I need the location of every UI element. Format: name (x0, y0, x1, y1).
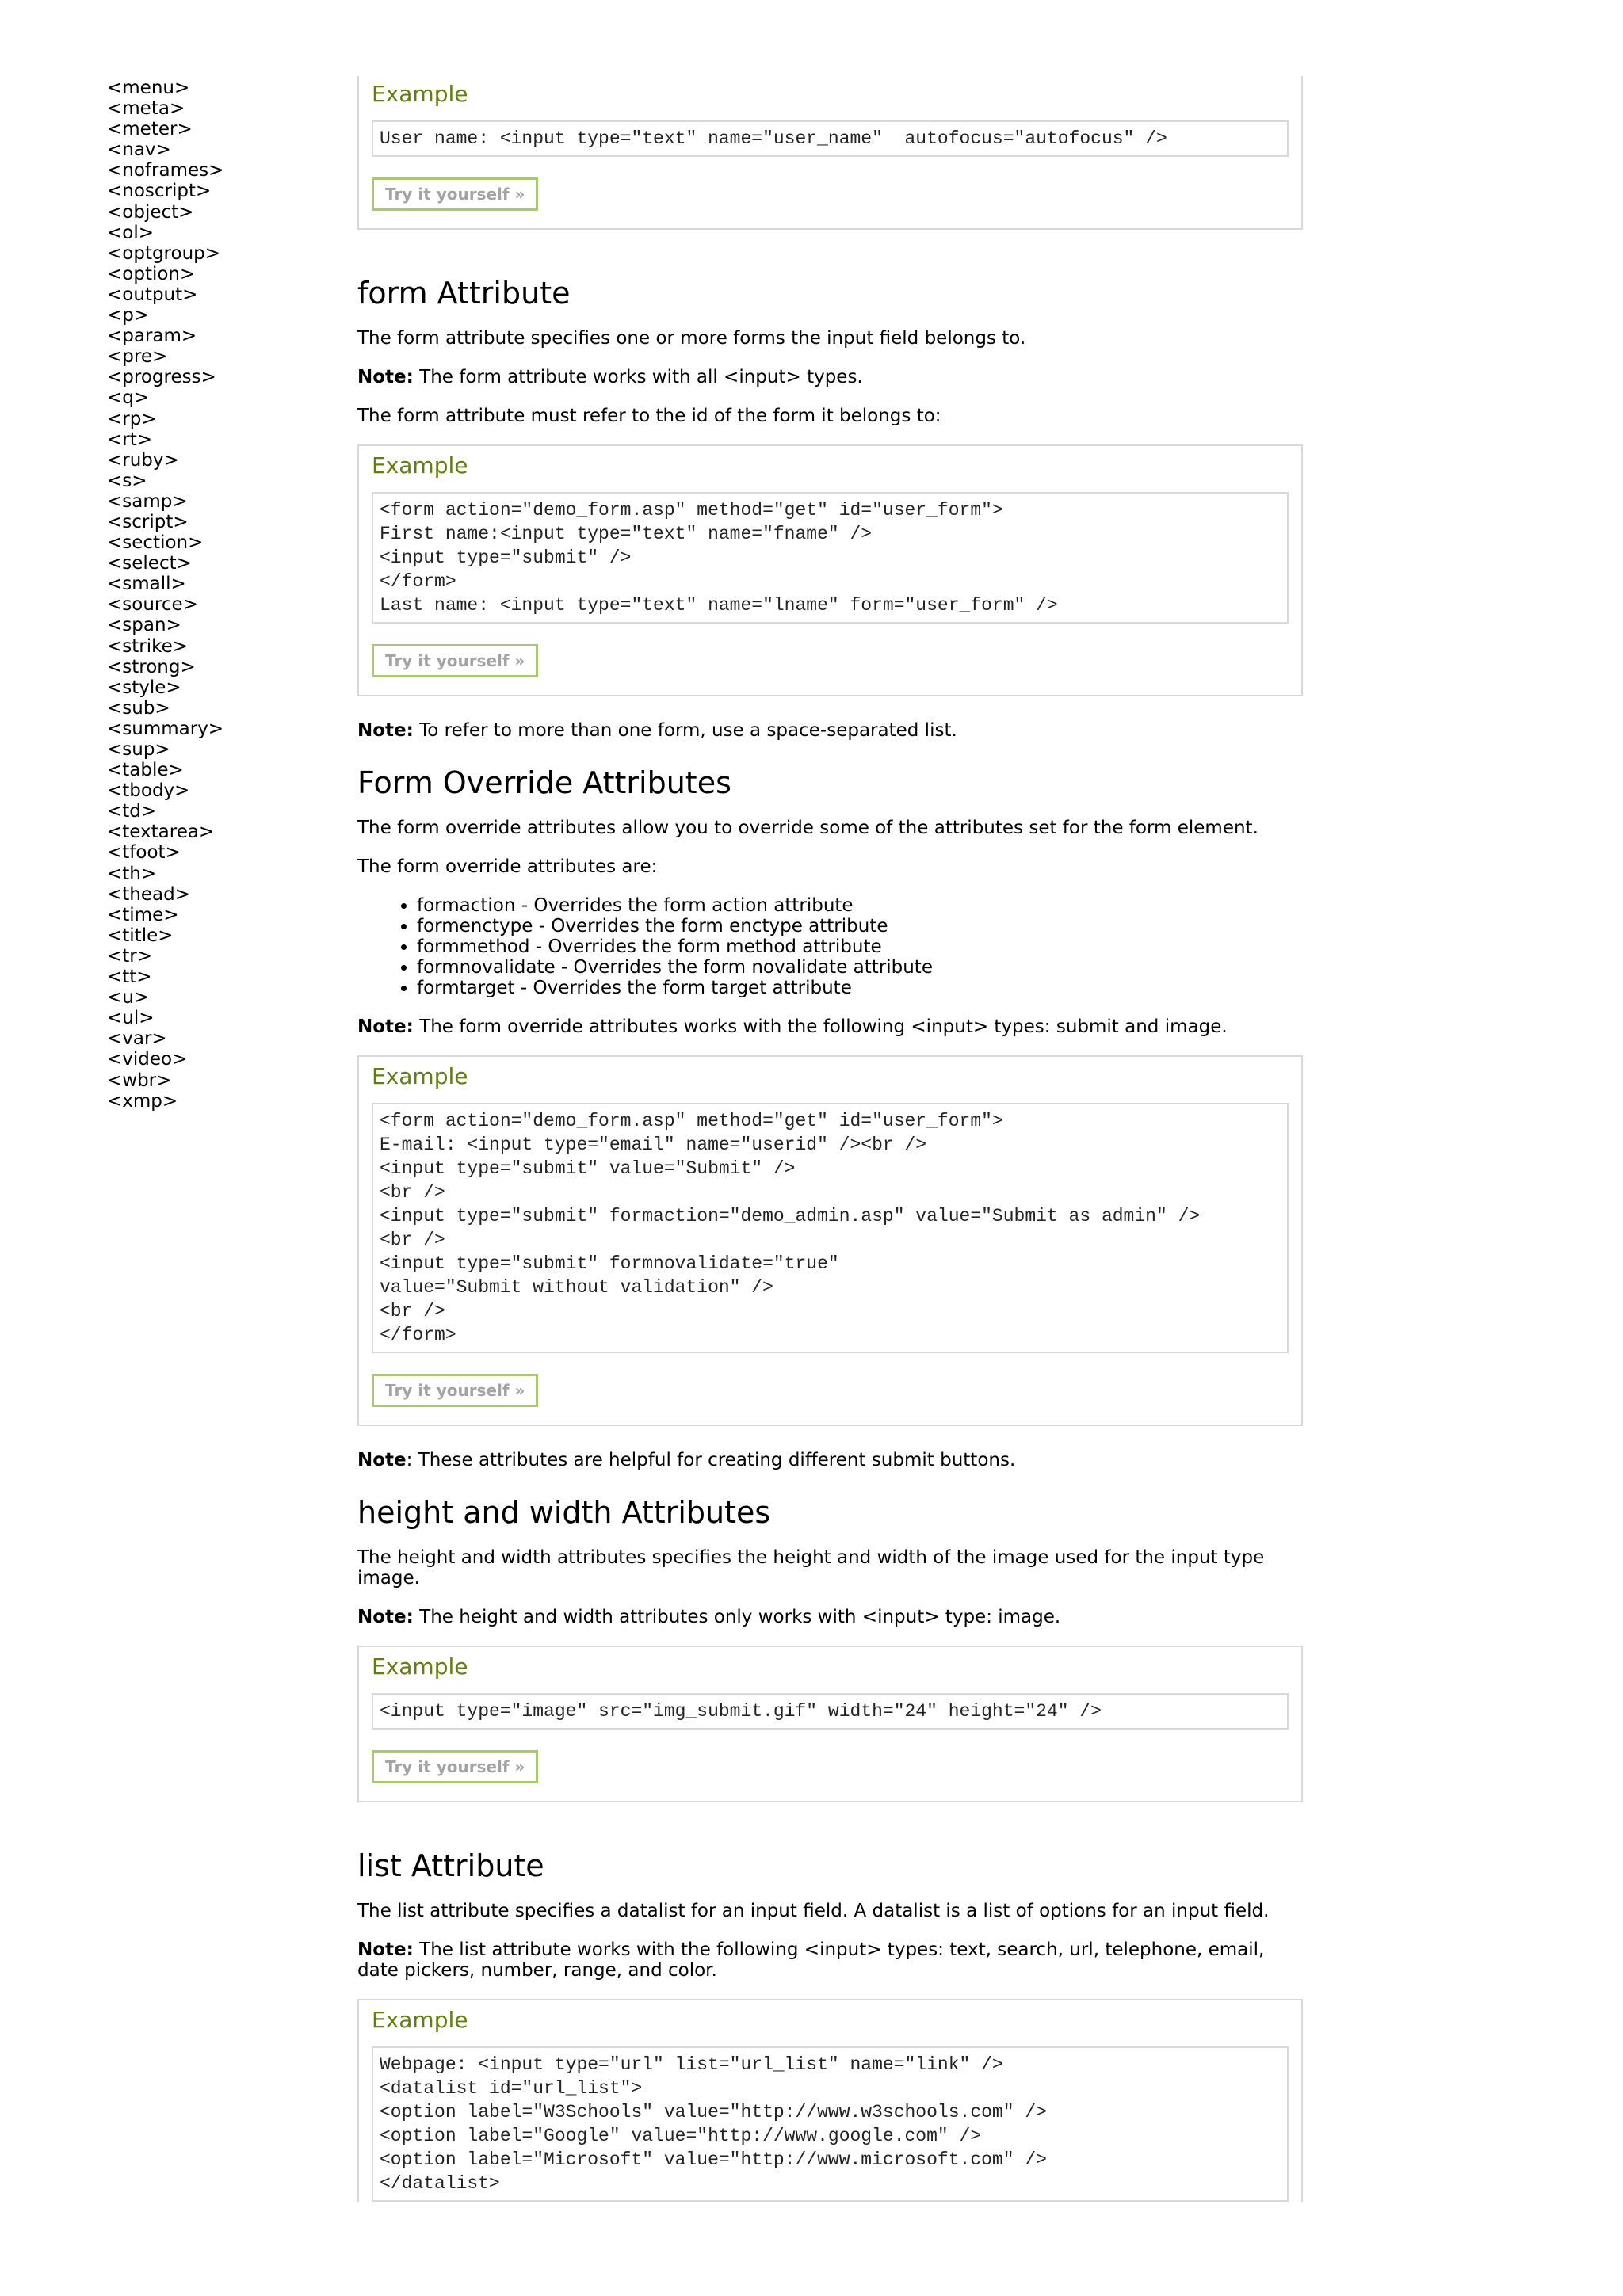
sidebar-tag-list (107, 78, 305, 1112)
sidebar-tag-link[interactable]: <option> (107, 263, 196, 284)
try-it-yourself-button[interactable]: Try it yourself » (372, 1750, 538, 1783)
note-label: Note: (357, 1939, 414, 1960)
sidebar-tag-link[interactable]: <q> (107, 387, 150, 409)
code-block: User name: <input type="text" name="user_name" autofocus="autofocus" /> (372, 120, 1289, 157)
section-heading-height-width: height and width Attributes (357, 1495, 771, 1530)
note-text: To refer to more than one form, use a space-separated list. (413, 720, 957, 741)
paragraph: The list attribute specifies a datalist for an input field. A datalist is a list of options for an input field. (357, 1901, 1270, 1921)
example-title: Example (372, 452, 468, 479)
sidebar-tag-link[interactable]: <style> (107, 677, 181, 698)
note-paragraph (357, 720, 1303, 741)
note-label: Note (357, 1450, 407, 1470)
note-paragraph (357, 1939, 1303, 1981)
note-text: : These attributes are helpful for creating different submit buttons. (406, 1450, 1016, 1470)
note-label: Note: (357, 1016, 414, 1037)
example-box-form-attribute (357, 444, 1303, 696)
sidebar-tag-link[interactable]: <sup> (107, 739, 170, 760)
sidebar-tag-link[interactable]: <ul> (107, 1008, 155, 1029)
note-label: Note: (357, 720, 414, 741)
note-label: Note: (357, 1607, 414, 1627)
note-paragraph (357, 367, 1303, 387)
sidebar-tag-link[interactable]: <script> (107, 511, 189, 532)
section-heading-form-attribute: form Attribute (357, 276, 571, 311)
code-block: <input type="image" src="img_submit.gif" width="24" height="24" /> (372, 1693, 1289, 1730)
list-item: • formtarget - Overrides the form target attribute (417, 978, 1303, 998)
sidebar-tag-link[interactable]: <summary> (107, 718, 224, 739)
example-box-height-width (357, 1646, 1303, 1802)
sidebar-tag-link[interactable]: <sub> (107, 697, 170, 719)
note-label: Note: (357, 367, 414, 387)
example-box-autofocus (357, 76, 1303, 230)
code-block: Webpage: <input type="url" list="url_list" name="link" /> <datalist id="url_list"> <option label="W3Schools" value="http://www.w3schools.com" /> <option label="Google" value="http://www.google.com" /> <option label="Microsoft" value="http://www.microsoft.com" /> </datalist> (372, 2046, 1289, 2202)
section-heading-list-attribute: list Attribute (357, 1848, 544, 1883)
sidebar-tag-link[interactable]: <noframes> (107, 160, 224, 181)
example-box-form-override (357, 1055, 1303, 1426)
code-block: <form action="demo_form.asp" method="get" id="user_form"> E-mail: <input type="email" name="userid" /><br /> <input type="submit" value="Submit" /> <br /> <input type="submit" formaction="demo_admin.asp" value="Submit as admin" /> <br /> <input type="submit" formnovalidate="true" value="Submit without validation" /> <br /> </form> (372, 1103, 1289, 1353)
list-item: • formaction - Overrides the form action attribute (417, 895, 1303, 916)
sidebar-tag-link[interactable]: <noscript> (107, 181, 212, 202)
sidebar-tag-link[interactable]: <strike> (107, 635, 189, 657)
sidebar-tag-link[interactable]: <span> (107, 615, 181, 636)
example-title: Example (372, 1063, 468, 1089)
sidebar-tag-link[interactable]: <meter> (107, 119, 193, 140)
sidebar-tag-link[interactable]: <select> (107, 553, 192, 574)
sidebar-tag-link[interactable]: <tt> (107, 967, 152, 988)
sidebar-tag-link[interactable]: <xmp> (107, 1090, 178, 1112)
sidebar-tag-link[interactable]: <rt> (107, 429, 153, 450)
sidebar-tag-link[interactable]: <tr> (107, 945, 153, 967)
example-title: Example (372, 2007, 468, 2033)
section-heading-form-override: Form Override Attributes (357, 765, 731, 800)
sidebar-tag-link[interactable]: <textarea> (107, 822, 215, 843)
sidebar-tag-link[interactable]: <td> (107, 801, 157, 822)
note-text: The list attribute works with the following <input> types: text, search, url, telephone, email, date pickers, number, range, and color. (357, 1939, 1265, 1981)
note-paragraph (357, 1016, 1303, 1037)
sidebar-tag-link[interactable]: <rp> (107, 408, 157, 429)
paragraph: The form override attributes are: (357, 856, 658, 877)
note-paragraph (357, 1450, 1303, 1470)
sidebar-tag-link[interactable]: <time> (107, 904, 179, 925)
note-text: The height and width attributes only works with <input> type: image. (413, 1607, 1061, 1627)
try-it-yourself-button[interactable]: Try it yourself » (372, 1374, 538, 1407)
sidebar-tag-link[interactable]: <wbr> (107, 1070, 172, 1091)
list-item: • formenctype - Overrides the form enctype attribute (417, 916, 1303, 936)
paragraph: The form attribute specifies one or more forms the input field belongs to. (357, 328, 1026, 349)
sidebar-tag-link[interactable]: <var> (107, 1028, 167, 1050)
sidebar-tag-link[interactable]: <ruby> (107, 449, 179, 471)
sidebar-tag-link[interactable]: <section> (107, 532, 204, 554)
sidebar-tag-link[interactable]: <u> (107, 987, 150, 1009)
sidebar-tag-link[interactable]: <small> (107, 574, 186, 595)
sidebar-tag-link[interactable]: <source> (107, 594, 198, 616)
note-text: The form override attributes works with the following <input> types: submit and image. (413, 1016, 1228, 1037)
sidebar-tag-link[interactable]: <p> (107, 305, 150, 326)
sidebar-tag-link[interactable]: <th> (107, 863, 157, 884)
paragraph: The form override attributes allow you to override some of the attributes set for the form element. (357, 818, 1258, 838)
sidebar-tag-link[interactable]: <table> (107, 760, 184, 781)
sidebar-tag-link[interactable]: <strong> (107, 656, 196, 677)
sidebar-tag-link[interactable]: <title> (107, 925, 174, 946)
paragraph: The form attribute must refer to the id of the form it belongs to: (357, 406, 941, 426)
try-it-yourself-button[interactable]: Try it yourself » (372, 177, 538, 211)
sidebar-tag-link[interactable]: <s> (107, 470, 147, 491)
sidebar-tag-link[interactable]: <video> (107, 1049, 188, 1070)
sidebar-tag-link[interactable]: <samp> (107, 490, 188, 512)
paragraph: The height and width attributes specifies the height and width of the image used for the input type image. (357, 1547, 1265, 1589)
main-content (357, 0, 1303, 2218)
try-it-yourself-button[interactable]: Try it yourself » (372, 644, 538, 677)
note-text: The form attribute works with all <input> types. (413, 367, 863, 387)
sidebar-tag-link[interactable]: <ol> (107, 222, 155, 243)
sidebar-tag-link[interactable]: <menu> (107, 78, 190, 98)
sidebar-tag-link[interactable]: <optgroup> (107, 242, 221, 264)
example-box-list-attribute (357, 1999, 1303, 2202)
code-block: <form action="demo_form.asp" method="get" id="user_form"> First name:<input type="text" name="fname" /> <input type="submit" /> </form> Last name: <input type="text" name="lname" form="user_form" /> (372, 492, 1289, 624)
sidebar-tag-link[interactable]: <thead> (107, 883, 190, 905)
list-item: • formmethod - Overrides the form method attribute (417, 936, 1303, 957)
sidebar-tag-link[interactable]: <object> (107, 201, 194, 223)
example-title: Example (372, 1653, 468, 1680)
note-paragraph (357, 1607, 1303, 1627)
sidebar-tag-link[interactable]: <tbody> (107, 780, 190, 802)
sidebar-tag-link[interactable]: <output> (107, 284, 198, 305)
list-item: • formnovalidate - Overrides the form novalidate attribute (417, 957, 1303, 978)
override-attribute-list (357, 895, 1303, 998)
sidebar-tag-link[interactable]: <meta> (107, 98, 185, 120)
sidebar-tag-link[interactable]: <progress> (107, 367, 216, 388)
example-title: Example (372, 81, 468, 107)
sidebar-tag-link[interactable]: <pre> (107, 346, 168, 368)
sidebar-tag-link[interactable]: <nav> (107, 139, 171, 161)
sidebar-tag-link[interactable]: <tfoot> (107, 842, 181, 864)
sidebar-tag-link[interactable]: <param> (107, 326, 197, 347)
